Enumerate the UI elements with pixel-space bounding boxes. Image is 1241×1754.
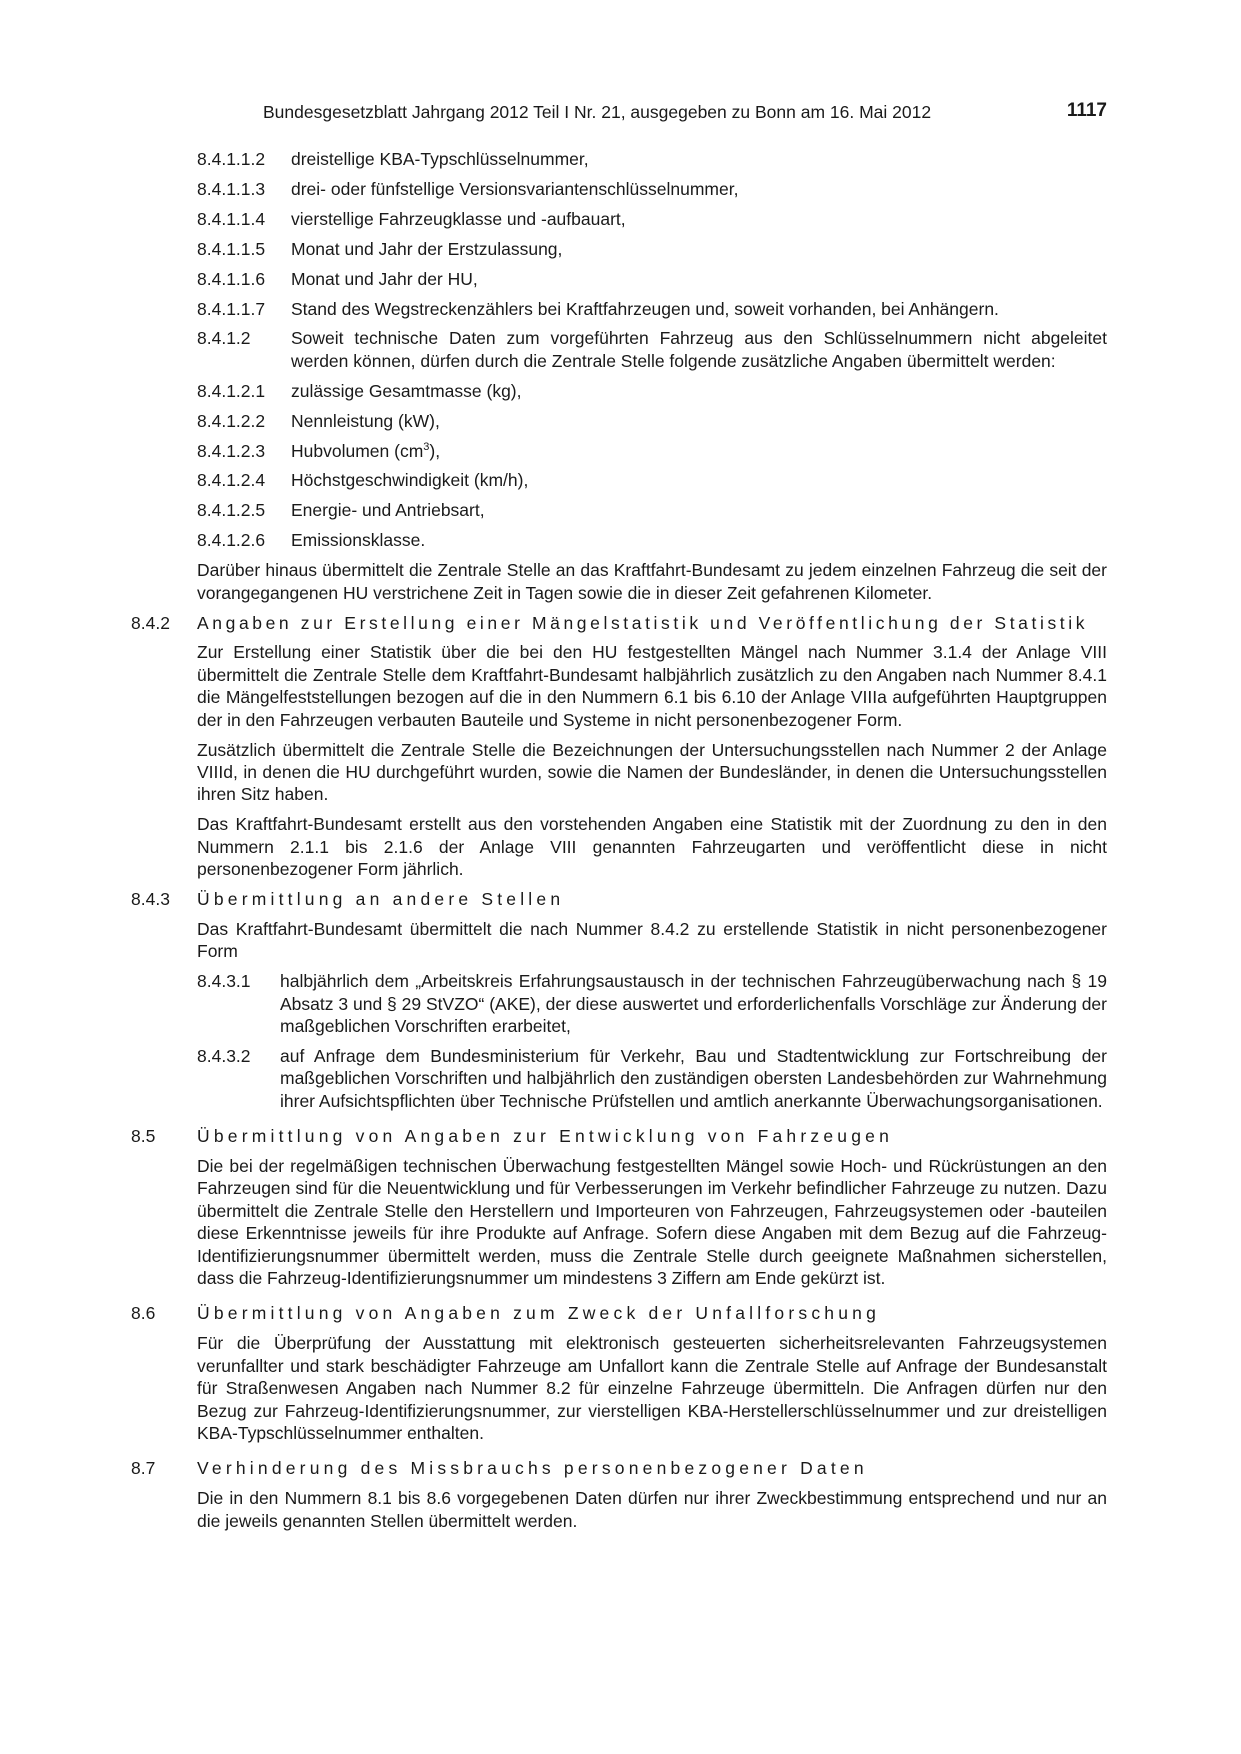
paragraph: Das Kraftfahrt-Bundesamt erstellt aus den vorstehenden Angaben eine Statistik mit der Zuordnung zu den in den Nummern 2.1.1 bis 2.1.6 der Anlage VIII genannten Fahrzeugarten und veröffentlicht diese in nicht personenbezogener Form jährlich.: [197, 814, 1107, 880]
list-item: [0, 298, 1241, 320]
document-body: [0, 148, 1241, 1540]
item-number: 8.4.1.1.2: [197, 149, 266, 169]
list-item: [0, 178, 1241, 200]
list-item: [0, 327, 1241, 372]
item-number: 8.4.1.1.4: [197, 208, 266, 229]
paragraph: Darüber hinaus übermittelt die Zentrale Stelle an das Kraftfahrt-Bundesamt zu jedem einzelnen Fahrzeug die seit der vorangegangenen HU verstrichene Zeit in Tagen sowie die in dieser Zeit gefahrenen Kilometer.: [197, 560, 1107, 603]
section-heading: [0, 1457, 1241, 1479]
list-item: [0, 268, 1241, 290]
section-title: Übermittlung von Angaben zur Entwicklung von Fahrzeugen: [197, 1126, 893, 1147]
list-item: [0, 380, 1241, 402]
item-text: Stand des Wegstreckenzählers bei Kraftfahrzeugen und, soweit vorhanden, bei Anhängern.: [291, 298, 999, 319]
item-text: Monat und Jahr der Erstzulassung,: [291, 238, 563, 259]
section-number: 8.6: [131, 1303, 156, 1324]
item-number: 8.4.3.1: [197, 971, 251, 992]
section-title: Angaben zur Erstellung einer Mängelstatistik und Veröffentlichung der Statistik: [197, 612, 1089, 633]
list-item: [0, 148, 1241, 170]
section-heading: [0, 888, 1241, 910]
paragraph: Zur Erstellung einer Statistik über die bei den HU festgestellten Mängel nach Nummer 3.1.4 der Anlage VIII übermittelt die Zentrale Stelle dem Kraftfahrt-Bundesamt halbjährlich zusätzlich zu den Angaben nach Nummer 8.4.1 die Mängelfeststellungen bezogen auf die in den Nummern 6.1 bis 6.10 der Anlage VIIIa aufgeführten Hauptgruppen der in den Fahrzeugen verbauten Bauteile und Systeme in nicht personenbezogener Form.: [197, 642, 1107, 730]
item-text: vierstellige Fahrzeugklasse und -aufbauart,: [291, 208, 626, 229]
list-item: [0, 499, 1241, 521]
list-item: [0, 208, 1241, 230]
section-title: Übermittlung von Angaben zum Zweck der Unfallforschung: [197, 1303, 881, 1324]
item-text-end: ),: [429, 440, 441, 461]
page-header: [0, 100, 1241, 126]
page-number: 1117: [1066, 100, 1107, 121]
list-item: [0, 1045, 1241, 1112]
item-text-main: Hubvolumen (cm: [291, 440, 424, 461]
item-number: 8.4.1.2.1: [197, 380, 266, 401]
section-number: 8.4.3: [131, 888, 170, 909]
item-number: 8.4.1.2.5: [197, 500, 266, 521]
list-item: [0, 469, 1241, 491]
paragraph: Für die Überprüfung der Ausstattung mit elektronisch gesteuerten sicherheitsrelevanten Fahrzeugsystemen verunfallter und stark beschädigter Fahrzeuge am Unfallort kann die Zentrale Stelle auf Anfrage der Bundesanstalt für Straßenwesen Angaben nach Nummer 8.2 für einzelne Fahrzeuge übermitteln. Die Anfragen dürfen nur den Bezug zur Fahrzeug-Identifizierungsnummer, zur vierstelligen KBA-Herstellerschlüsselnummer und zur dreistelligen KBA-Typschlüsselnummer enthalten.: [197, 1333, 1107, 1443]
item-text: Soweit technische Daten zum vorgeführten Fahrzeug aus den Schlüsselnummern nicht abgeleitet werden können, dürfen durch die Zentrale Stelle folgende zusätzliche Angaben übermittelt werden:: [291, 328, 1107, 371]
superscript: 3: [423, 440, 430, 453]
paragraph: Die bei der regelmäßigen technischen Überwachung festgestellten Mängel sowie Hoch- und Rückrüstungen an den Fahrzeugen sind für die Neuentwicklung und für Verbesserungen im Verkehr befindlicher Fahrzeuge zu nutzen. Dazu übermittelt die Zentrale Stelle den Herstellern und Importeuren von Fahrzeugen, Fahrzeugsystemen oder -bauteilen diese Erkenntnisse jeweils für ihre Produkte auf Anfrage. Sofern diese Angaben mit dem Bezug auf die Fahrzeug-Identifizierungsnummer übermittelt werden, muss die Zentrale Stelle durch geeignete Maßnahmen sicherstellen, dass die Fahrzeug-Identifizierungsnummer um mindestens 3 Ziffern am Ende gekürzt ist.: [197, 1156, 1107, 1289]
list-item: [0, 970, 1241, 1037]
item-text: Emissionsklasse.: [291, 530, 426, 551]
item-number: 8.4.1.1.7: [197, 298, 266, 319]
item-text: dreistellige KBA-Typschlüsselnummer,: [291, 149, 589, 169]
item-text: auf Anfrage dem Bundesministerium für Verkehr, Bau und Stadtentwicklung zur Fortschreibung der maßgeblichen Vorschriften und halbjährlich den zuständigen obersten Landesbehörden zur Wahrnehmung ihrer Aufsichtspflichten über Technische Prüfstellen und amtlich anerkannte Überwachungsorganisationen.: [280, 1045, 1107, 1111]
list-item: [0, 410, 1241, 432]
item-number: 8.4.1.2.6: [197, 530, 266, 551]
item-number: 8.4.1.1.6: [197, 268, 266, 289]
section-number: 8.4.2: [131, 612, 170, 633]
item-number: 8.4.1.1.5: [197, 238, 266, 259]
item-text: drei- oder fünfstellige Versionsvariantenschlüsselnummer,: [291, 178, 739, 199]
header-title: Bundesgesetzblatt Jahrgang 2012 Teil I Nr. 21, ausgegeben zu Bonn am 16. Mai 2012: [263, 102, 932, 122]
section-heading: [0, 1125, 1241, 1147]
section-number: 8.7: [131, 1458, 156, 1479]
paragraph: Die in den Nummern 8.1 bis 8.6 vorgegebenen Daten dürfen nur ihrer Zweckbestimmung entsprechend und nur an die jeweils genannten Stellen übermittelt werden.: [197, 1488, 1107, 1531]
section-heading: [0, 1302, 1241, 1324]
section-title: Übermittlung an andere Stellen: [197, 888, 565, 909]
list-item: [0, 440, 1241, 462]
item-text: zulässige Gesamtmasse (kg),: [291, 380, 522, 401]
section-title: Verhinderung des Missbrauchs personenbezogener Daten: [197, 1458, 868, 1479]
item-number: 8.4.1.2.4: [197, 470, 266, 491]
item-text: Nennleistung (kW),: [291, 410, 440, 431]
item-text: Energie- und Antriebsart,: [291, 500, 485, 521]
paragraph: Das Kraftfahrt-Bundesamt übermittelt die nach Nummer 8.4.2 zu erstellende Statistik in nicht personenbezogener Form: [197, 918, 1107, 962]
section-heading: [0, 612, 1241, 634]
item-text: Monat und Jahr der HU,: [291, 268, 478, 289]
list-item: [0, 529, 1241, 551]
item-number: 8.4.3.2: [197, 1045, 251, 1066]
item-number: 8.4.1.2: [197, 328, 251, 349]
item-text: [291, 440, 1107, 462]
item-number: 8.4.1.2.3: [197, 440, 266, 461]
item-text: halbjährlich dem „Arbeitskreis Erfahrungsaustausch in der technischen Fahrzeugüberwachung nach § 19 Absatz 3 und § 29 StVZO“ (AKE), der diese auswertet und erforderlichenfalls Vorschläge zur Änderung der maßgeblichen Vorschriften erarbeitet,: [280, 971, 1107, 1036]
item-text: Höchstgeschwindigkeit (km/h),: [291, 470, 529, 491]
item-number: 8.4.1.1.3: [197, 178, 266, 199]
paragraph: Zusätzlich übermittelt die Zentrale Stelle die Bezeichnungen der Untersuchungsstellen nach Nummer 2 der Anlage VIIId, in denen die HU durchgeführt wurden, sowie die Namen der Bundesländer, in denen die Untersuchungsstellen ihren Sitz haben.: [197, 739, 1107, 805]
list-item: [0, 238, 1241, 260]
item-number: 8.4.1.2.2: [197, 410, 266, 431]
section-number: 8.5: [131, 1126, 156, 1147]
